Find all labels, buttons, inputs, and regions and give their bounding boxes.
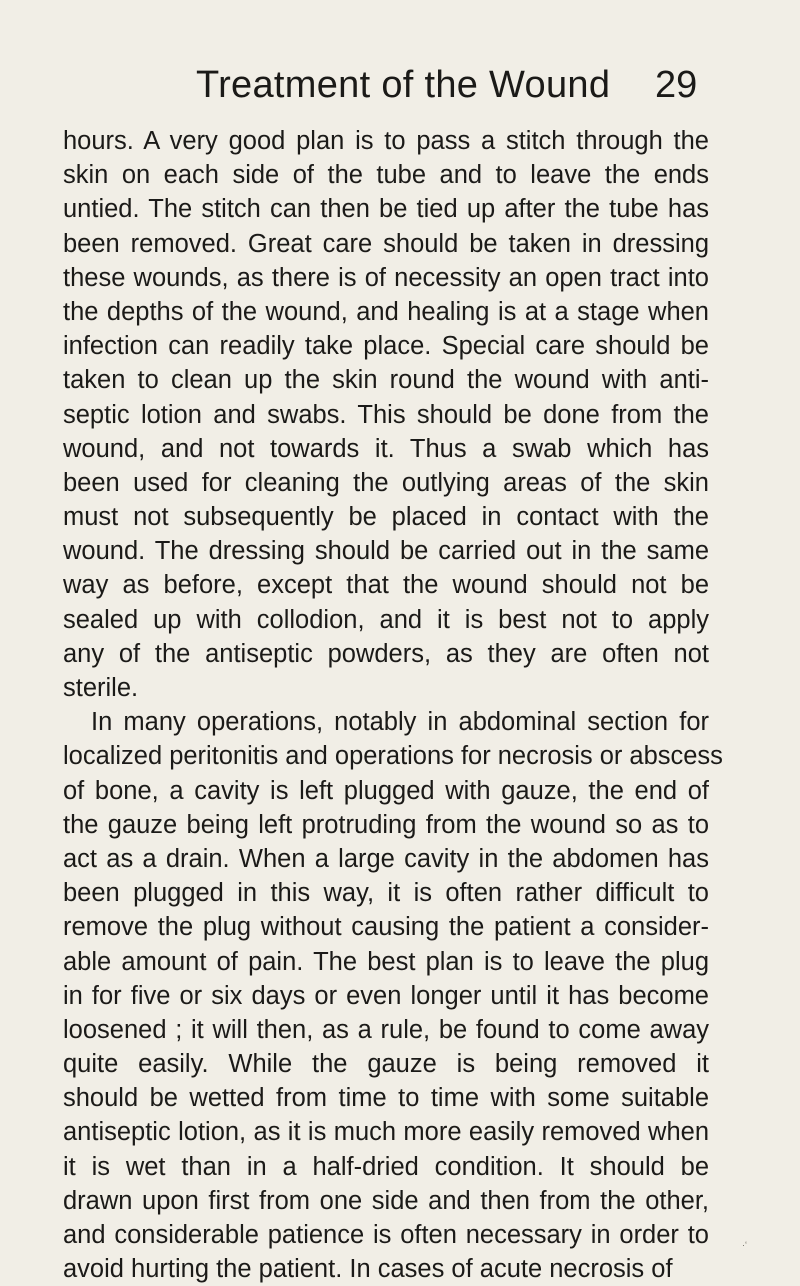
text-line: taken to clean up the skin round the wound with anti- bbox=[63, 366, 709, 395]
print-specks: ·ʻ bbox=[742, 1240, 747, 1250]
text-line: of bone, a cavity is left plugged with gauze, the end of bbox=[63, 776, 709, 805]
paragraph bbox=[63, 705, 723, 1286]
text-line: been plugged in this way, it is often rather difficult to bbox=[63, 879, 709, 908]
text-line: these wounds, as there is of necessity an open tract into bbox=[63, 263, 709, 292]
text-line: sterile. bbox=[63, 674, 139, 702]
paragraph bbox=[63, 124, 709, 705]
text-line: quite easily. While the gauze is being removed it bbox=[63, 1050, 709, 1079]
text-line: septic lotion and swabs. This should be done from the bbox=[63, 400, 709, 429]
text-line: able amount of pain. The best plan is to leave the plug bbox=[63, 947, 709, 976]
text-line: wound, and not towards it. Thus a swab which has bbox=[63, 434, 709, 463]
text-line: hours. A very good plan is to pass a stitch through the bbox=[63, 127, 709, 155]
text-line: loosened ; it will then, as a rule, be found to come away bbox=[63, 1015, 709, 1044]
text-line: avoid hurting the patient. In cases of acute necrosis of bbox=[63, 1255, 673, 1284]
text-line: the gauze being left protruding from the wound so as to bbox=[63, 810, 709, 839]
text-line: any of the antiseptic powders, as they are often not bbox=[63, 639, 709, 668]
text-line: in for five or six days or even longer until it has become bbox=[63, 981, 709, 1010]
page-number: 29 bbox=[655, 64, 698, 106]
text-line: remove the plug without causing the patient a consider- bbox=[63, 913, 709, 942]
text-line: untied. The stitch can then be tied up after the tube has bbox=[63, 195, 709, 224]
text-line: sealed up with collodion, and it is best not to apply bbox=[63, 605, 709, 634]
text-line: In many operations, notably in abdominal section for bbox=[91, 708, 709, 737]
text-line: should be wetted from time to time with some suitable bbox=[63, 1084, 709, 1113]
text-line: been removed. Great care should be taken in dressing bbox=[63, 229, 709, 258]
text-line: and considerable patience is often necessary in order to bbox=[63, 1221, 709, 1249]
text-line: been used for cleaning the outlying areas of the skin bbox=[63, 468, 709, 497]
text-line: it is wet than in a half-dried condition. It should be bbox=[63, 1152, 709, 1181]
text-line: antiseptic lotion, as it is much more easily removed when bbox=[63, 1118, 709, 1147]
text-line: must not subsequently be placed in contact with the bbox=[63, 503, 709, 532]
text-line: skin on each side of the tube and to leave the ends bbox=[63, 161, 709, 190]
running-head bbox=[0, 60, 800, 110]
text-line: localized peritonitis and operations for necrosis or abscess bbox=[63, 742, 723, 771]
chapter-title: Treatment of the Wound bbox=[196, 64, 611, 106]
body-text bbox=[63, 124, 723, 1286]
text-line: act as a drain. When a large cavity in the abdomen has bbox=[63, 844, 709, 873]
text-line: infection can readily take place. Special care should be bbox=[63, 332, 709, 361]
text-line: the depths of the wound, and healing is at a stage when bbox=[63, 297, 709, 326]
text-line: drawn upon first from one side and then from the other, bbox=[63, 1186, 709, 1215]
text-line: wound. The dressing should be carried out in the same bbox=[63, 537, 709, 566]
text-line: way as before, except that the wound should not be bbox=[63, 571, 709, 600]
